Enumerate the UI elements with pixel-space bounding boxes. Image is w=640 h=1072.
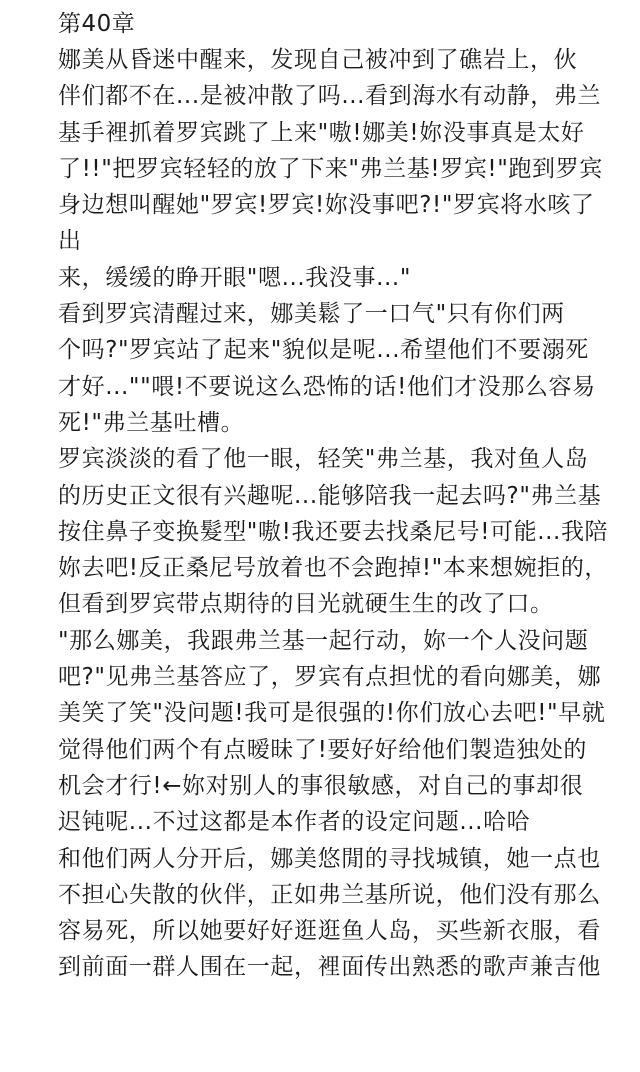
paragraph-2: 看到罗宾清醒过来，娜美鬆了一口气"只有你们两 个吗?"罗宾站了起来"貌似是呢...希望他们不要溺死 才好...""喂!不要说这么恐怖的话!他们才没那么容易 死!"弗兰基吐槽。 bbox=[58, 301, 596, 436]
paragraph-3: 罗宾淡淡的看了他一眼，轻笑"弗兰基，我对鱼人岛 的历史正文很有兴趣呢...能够陪我一起去吗?"弗兰基 按住鼻子变换髮型"嗷!我还要去找桑尼号!可能...我陪 妳去吧!反正桑尼号放着也不会跑掉!"本来想婉拒的， 但看到罗宾带点期待的目光就硬生生的改了口。 bbox=[58, 446, 609, 618]
paragraph-4: "那么娜美，我跟弗兰基一起行动，妳一个人没问题 吧?"见弗兰基答应了，罗宾有点担忧的看向娜美，娜 美笑了笑"没问题!我可是很强的!你们放心去吧!"早就 觉得他们两个有点暧昧了!要好好给他们製造独处的 机会才行!←妳对别人的事很敏感，对自己的事却很 迟钝呢...不过这都是本作者的设定问题...哈哈 bbox=[58, 627, 606, 836]
chapter-title: 第40章 bbox=[58, 11, 136, 37]
paragraph-1: 娜美从昏迷中醒来，发现自己被冲到了礁岩上，伙 伴们都不在...是被冲散了吗...看到海水有动静，弗兰 基手裡抓着罗宾跳了上来"嗷!娜美!妳没事真是太好 了!!"把罗宾轻轻的放了下来"弗兰基!罗宾!"跑到罗宾 身边想叫醒她"罗宾!罗宾!妳没事吧?!"罗宾将水咳了出 来，缓缓的睁开眼"嗯...我没事..." bbox=[58, 47, 603, 291]
paragraph-5: 和他们两人分开后，娜美悠閒的寻找城镇，她一点也 不担心失散的伙伴，正如弗兰基所说，他们没有那么 容易死，所以她要好好逛逛鱼人岛，买些新衣服，看 到前面一群人围在一起，裡面传出熟悉的歌声兼吉他 bbox=[58, 845, 601, 981]
